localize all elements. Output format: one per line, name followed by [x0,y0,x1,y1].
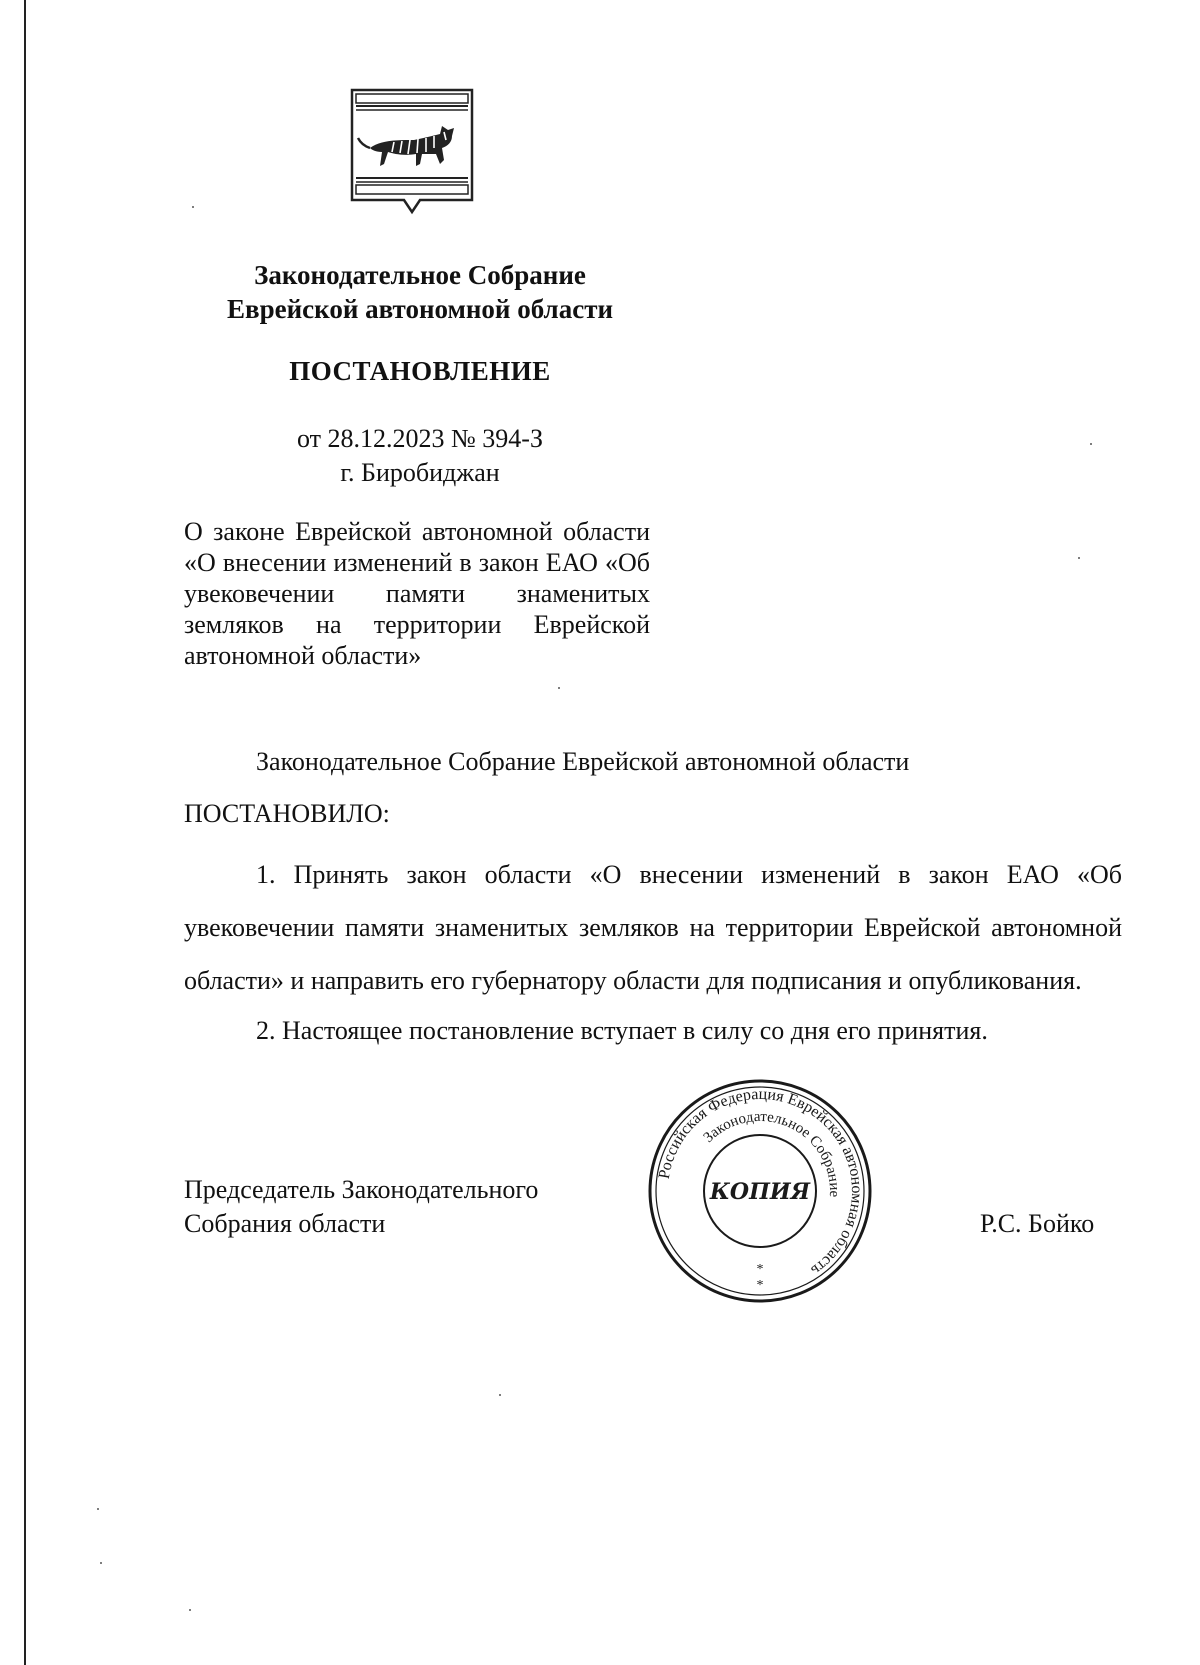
stamp-copy-label: КОПИЯ [709,1179,811,1205]
signatory-name: Р.С. Бойко [980,1209,1095,1238]
scan-speck [558,687,560,689]
organization-line-1: Законодательное Собрание [254,260,586,290]
body-resolved: ПОСТАНОВИЛО: [184,799,390,828]
body-item-1: 1. Принять закон области «О внесении изменений в закон ЕАО «Об увековечении памяти знаменитых земляков на территории Еврейской автономной области» и направить его губернатору области для подписания и опубликования. [184,860,1122,995]
scan-speck [192,206,194,208]
coat-of-arms-tiger-icon [350,88,474,222]
date-number-block [180,422,660,490]
date-number: от 28.12.2023 № 394-З [296,424,543,453]
stamp-inner-text: Законодательное Собрание [700,1108,843,1198]
scan-speck [189,1609,191,1611]
organization-title [180,258,660,326]
organization-line-2: Еврейской автономной области [226,294,614,324]
scan-speck [1078,557,1080,559]
body-item-2: 2. Настоящее постановление вступает в силу со дня его принятия. [256,1016,988,1045]
signature-role-line-1: Председатель Законодательного [184,1175,539,1204]
stamp-star-1: * [756,1262,764,1277]
scan-speck [100,1562,102,1564]
scan-speck [97,1508,99,1510]
stamp-outer-text: Российская Федерация Еврейская автономная область [655,1085,866,1279]
document-subject: О законе Еврейской автономной области «О внесении изменений в закон ЕАО «Об увековечении памяти знаменитых земляков на территории Еврейской автономной области» [184,517,650,670]
city-name: г. Биробиджан [340,458,500,487]
signature-role [184,1173,604,1241]
document-body [184,744,1122,1049]
signature-role-line-2: Собрания области [184,1209,386,1238]
document-type-heading: ПОСТАНОВЛЕНИЕ [289,356,551,386]
scan-edge-line [24,0,26,1665]
scan-speck [499,1394,501,1396]
body-intro: Законодательное Собрание Еврейской автономной области [256,747,910,776]
scan-speck [1090,443,1092,445]
official-seal-icon [646,1077,874,1305]
stamp-star-2: * [756,1278,764,1293]
